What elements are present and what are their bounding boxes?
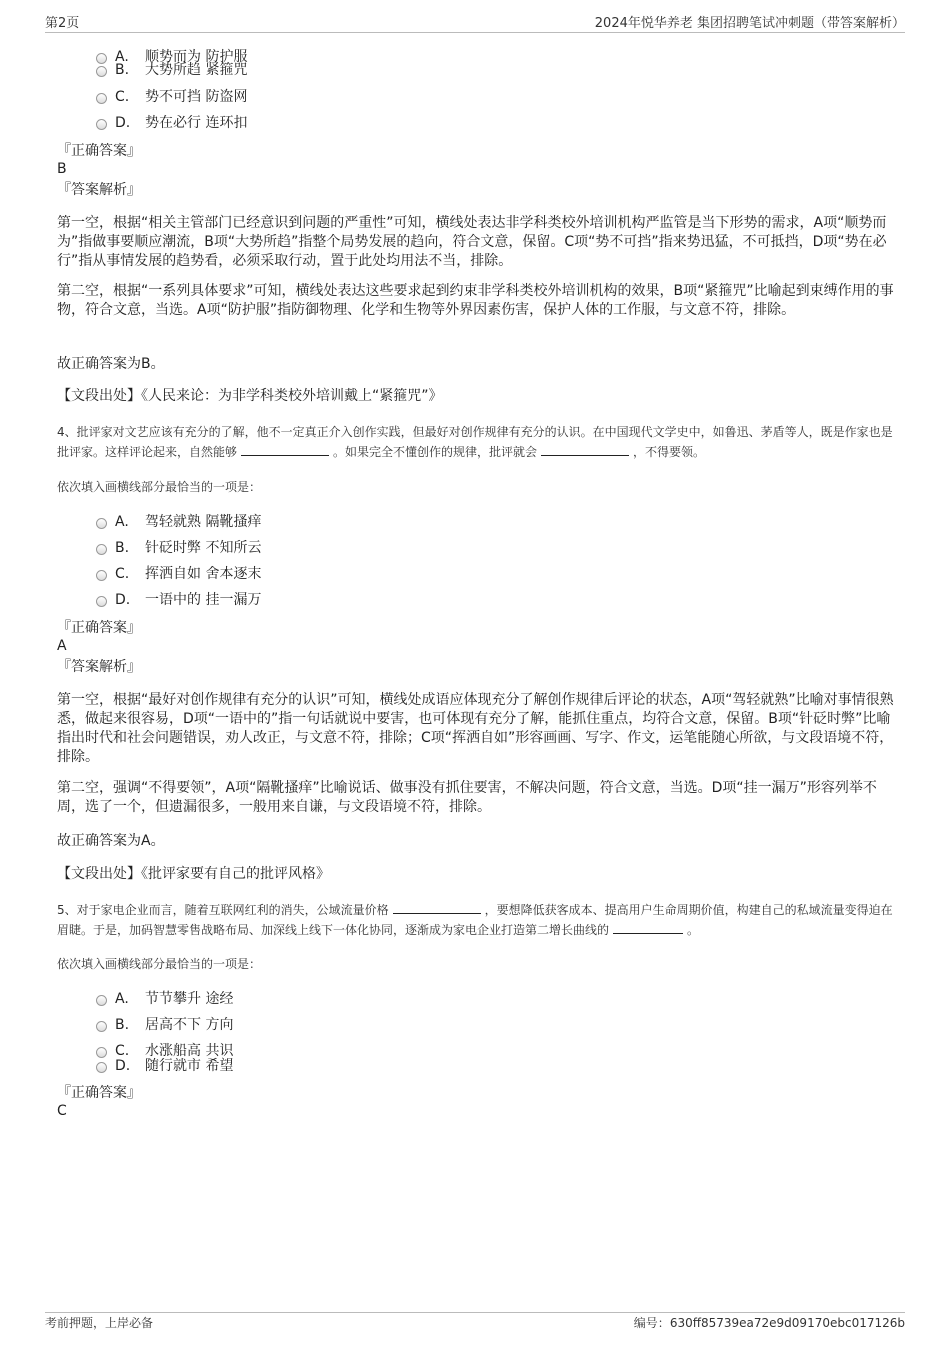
option-text: 挥洒自如 舍本逐末	[145, 566, 262, 582]
answer-label: 『正确答案』	[57, 1085, 141, 1101]
option-letter: C.	[115, 89, 130, 105]
q4-instruction: 依次填入画横线部分最恰当的一项是：	[57, 480, 262, 494]
option-letter: D.	[115, 115, 131, 131]
radio-icon[interactable]	[96, 995, 107, 1006]
stem-text: 。	[687, 923, 700, 937]
radio-icon[interactable]	[96, 93, 107, 104]
option-text: 居高不下 方向	[145, 1017, 234, 1033]
analysis-paragraph: 第一空，根据“最好对创作规律有充分的认识”可知，横线处成语应体现充分了解创作规律后评论的状态，A项“驾轻就熟”比喻对事情很熟悉，做起来很容易，D项“一语中的”指一句话就说中要害，也可体现有充分了解，能抓住重点，均符合文意，保留。B项“针砭时弊”比喻指出时代和社会问题错误，劝人改正，与文意不符，排除；C项“挥洒自如”形容画画、写字、作文，运笔能随心所欲，与文段语境不符，排除。	[57, 692, 894, 765]
radio-icon[interactable]	[96, 1062, 107, 1073]
radio-icon[interactable]	[96, 596, 107, 607]
option-text: 势不可挡 防盗网	[145, 89, 248, 105]
option-text: 大势所趋 紧箍咒	[145, 62, 248, 78]
analysis-paragraph: 第一空，根据“相关主管部门已经意识到问题的严重性”可知，横线处表达非学科类校外培训机构严监管是当下形势的需求，A项“顺势而为”指做事要顺应潮流，B项“大势所趋”指整个局势发展的趋向，符合文意，保留。C项“势不可挡”指来势迅猛，不可抵挡，D项“势在必行”指从事情发展的趋势看，必须采取行动，置于此处均用法不当，排除。	[57, 215, 887, 269]
option-letter: D.	[115, 592, 131, 608]
stem-text: 。如果完全不懂创作的规律，批评就会	[333, 445, 538, 459]
option-letter: B.	[115, 1017, 130, 1033]
option-letter: D.	[115, 1058, 131, 1074]
radio-icon[interactable]	[96, 1021, 107, 1032]
option-letter: B.	[115, 62, 130, 78]
q3-option-c[interactable]	[96, 88, 247, 106]
answer-value: C	[57, 1103, 67, 1119]
source: 【文段出处】《批评家要有自己的批评风格》	[57, 866, 330, 882]
conclusion: 故正确答案为B。	[57, 356, 165, 372]
conclusion: 故正确答案为A。	[57, 833, 165, 849]
option-letter: A.	[115, 991, 129, 1007]
analysis-label: 『答案解析』	[57, 659, 141, 675]
q3-option-b[interactable]	[96, 61, 247, 79]
option-text: 顺势而为 防护服	[145, 49, 248, 65]
analysis-label: 『答案解析』	[57, 182, 141, 198]
analysis-paragraph: 第二空，根据“一系列具体要求”可知，横线处表达这些要求起到约束非学科类校外培训机构的效果，B项“紧箍咒”比喻起到束缚作用的事物，符合文意，当选。A项“防护服”指防御物理、化学和生物等外界因素伤害，保护人体的工作服，与文意不符，排除。	[57, 283, 894, 318]
document-title: 2024年悦华养老 集团招聘笔试冲刺题（带答案解析）	[594, 16, 905, 31]
q5-option-a[interactable]	[96, 990, 233, 1008]
source: 【文段出处】《人民来论：为非学科类校外培训戴上“紧箍咒”》	[57, 388, 443, 404]
answer-value: B	[57, 161, 67, 177]
option-letter: A.	[115, 49, 129, 65]
q5-option-b[interactable]	[96, 1016, 233, 1034]
option-text: 一语中的 挂一漏万	[145, 592, 262, 608]
q5-stem	[57, 900, 902, 940]
option-letter: A.	[115, 514, 129, 530]
blank-line	[613, 921, 683, 934]
option-text: 节节攀升 途经	[145, 991, 234, 1007]
option-text: 势在必行 连环扣	[145, 115, 248, 131]
option-letter: C.	[115, 1043, 130, 1059]
stem-text: 4、批评家对文艺应该有充分的了解，他不一定真正介入创作实践，但最好对创作规律有充分的认识。在中国现代文学史中，如鲁迅、茅盾等人，既是作家也是批评家。这样评论起来，自然能够	[57, 425, 893, 459]
radio-icon[interactable]	[96, 518, 107, 529]
q5-option-d[interactable]	[96, 1057, 233, 1075]
option-text: 驾轻就熟 隔靴搔痒	[145, 514, 262, 530]
document-code	[634, 1314, 905, 1331]
option-text: 水涨船高 共识	[145, 1043, 234, 1059]
blank-line	[393, 901, 481, 914]
stem-text: ，不得要领。	[633, 445, 706, 459]
footer-divider	[45, 1312, 905, 1313]
answer-label: 『正确答案』	[57, 143, 141, 159]
q3-option-d[interactable]	[96, 114, 247, 132]
radio-icon[interactable]	[96, 119, 107, 130]
stem-text: ，要想降低获客成本、提高用户生命周期价值，构建自己的私域流量变得迫在眉睫。于是，加码智慧零售战略布局、加深线上线下一体化协同，逐渐成为家电企业打造第二增长曲线的	[57, 903, 893, 937]
radio-icon[interactable]	[96, 544, 107, 555]
q4-option-b[interactable]	[96, 539, 261, 557]
answer-label: 『正确答案』	[57, 620, 141, 636]
q5-instruction: 依次填入画横线部分最恰当的一项是：	[57, 957, 262, 971]
blank-line	[241, 443, 329, 456]
stem-text: 5、对于家电企业而言，随着互联网红利的消失，公域流量价格	[57, 903, 389, 917]
option-text: 随行就市 希望	[145, 1058, 234, 1074]
option-text: 针砭时弊 不知所云	[145, 540, 262, 556]
answer-value: A	[57, 638, 67, 654]
option-letter: B.	[115, 540, 130, 556]
q4-option-c[interactable]	[96, 565, 261, 583]
radio-icon[interactable]	[96, 66, 107, 77]
analysis-paragraph: 第二空，强调“不得要领”，A项“隔靴搔痒”比喻说话、做事没有抓住要害，不解决问题，符合文意，当选。D项“挂一漏万”形容列举不周，选了一个，但遗漏很多，一般用来自谦，与文段语境不符，排除。	[57, 780, 877, 815]
footer-slogan: 考前押题，上岸必备	[45, 1316, 154, 1330]
blank-line	[541, 443, 629, 456]
option-letter: C.	[115, 566, 130, 582]
page-number: 第2页	[45, 16, 80, 31]
q4-option-a[interactable]	[96, 513, 261, 531]
q4-stem	[57, 422, 902, 462]
radio-icon[interactable]	[96, 570, 107, 581]
header-divider	[45, 32, 905, 33]
code-value: 630ff85739ea72e9d09170ebc017126b	[669, 1316, 905, 1330]
code-label: 编号：	[633, 1316, 670, 1330]
q4-option-d[interactable]	[96, 591, 261, 609]
